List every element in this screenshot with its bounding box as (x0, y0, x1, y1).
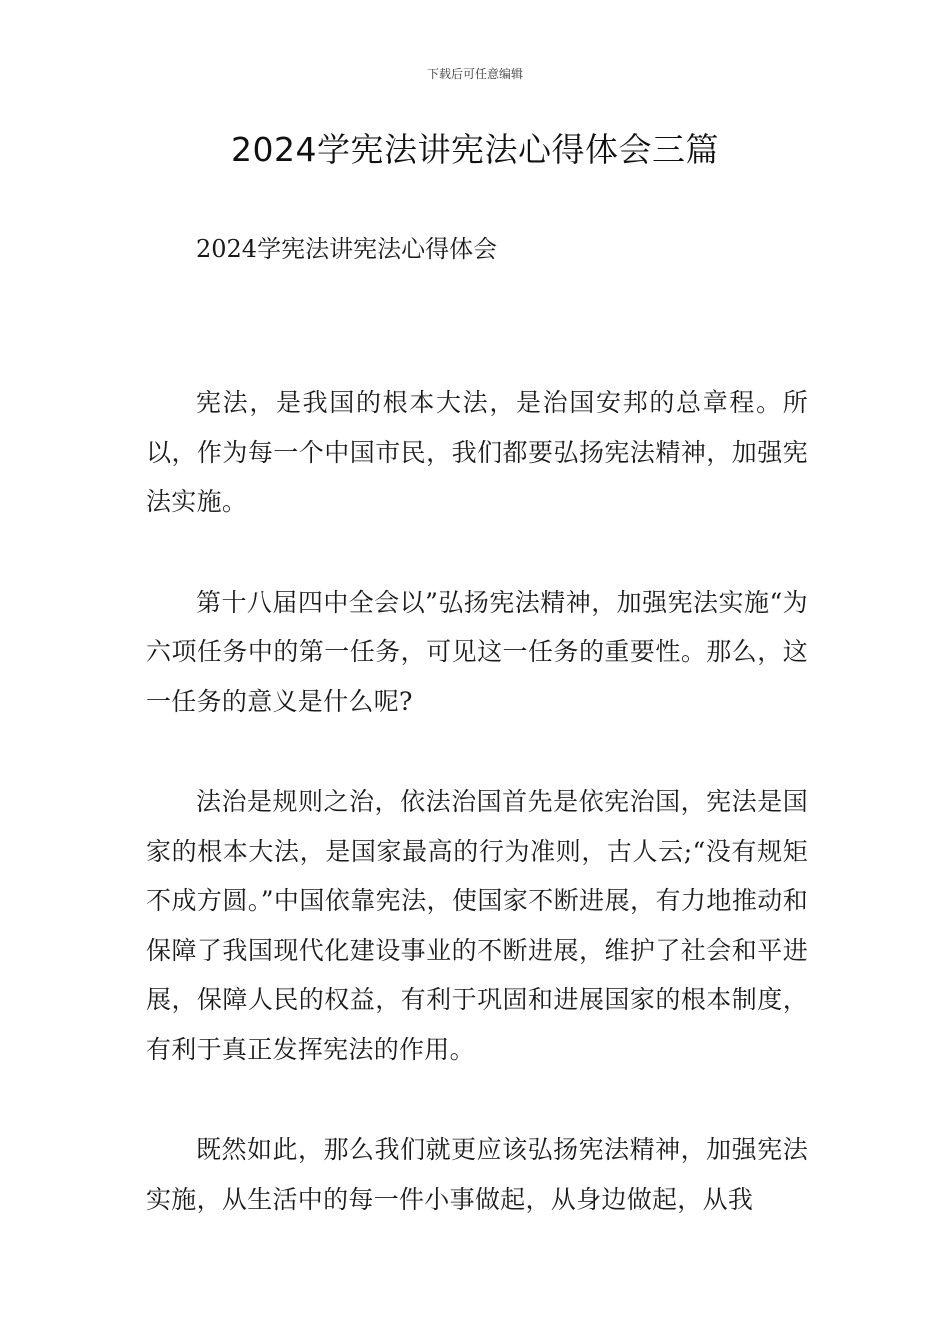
paragraph-4: 既然如此，那么我们就更应该弘扬宪法精神，加强宪法实施，从生活中的每一件小事做起，从身边做起，从我 (146, 1135, 808, 1214)
document-subtitle: 2024学宪法讲宪法心得体会 (196, 235, 498, 263)
paragraph-3: 法治是规则之治，依法治国首先是依宪治国，宪法是国家的根本大法，是国家最高的行为准则，古人云;“没有规矩不成方圆。”中国依靠宪法，使国家不断进展，有力地推动和保障了我国现代化建设事业的不断进展，维护了社会和平进展，保障人民的权益，有利于巩固和进展国家的根本制度，有利于真正发挥宪法的作用。 (146, 787, 808, 1064)
paragraph-1: 宪法，是我国的根本大法，是治国安邦的总章程。所以，作为每一个中国市民，我们都要弘扬宪法精神，加强宪法实施。 (146, 388, 808, 516)
paragraph-2: 第十八届四中全会以”弘扬宪法精神，加强宪法实施“为六项任务中的第一任务，可见这一任务的重要性。那么，这一任务的意义是什么呢? (146, 587, 808, 716)
document-title: 2024学宪法讲宪法心得体会三篇 (231, 130, 719, 169)
document-body (146, 378, 808, 1275)
header-note: 下载后可任意编辑 (426, 67, 523, 81)
